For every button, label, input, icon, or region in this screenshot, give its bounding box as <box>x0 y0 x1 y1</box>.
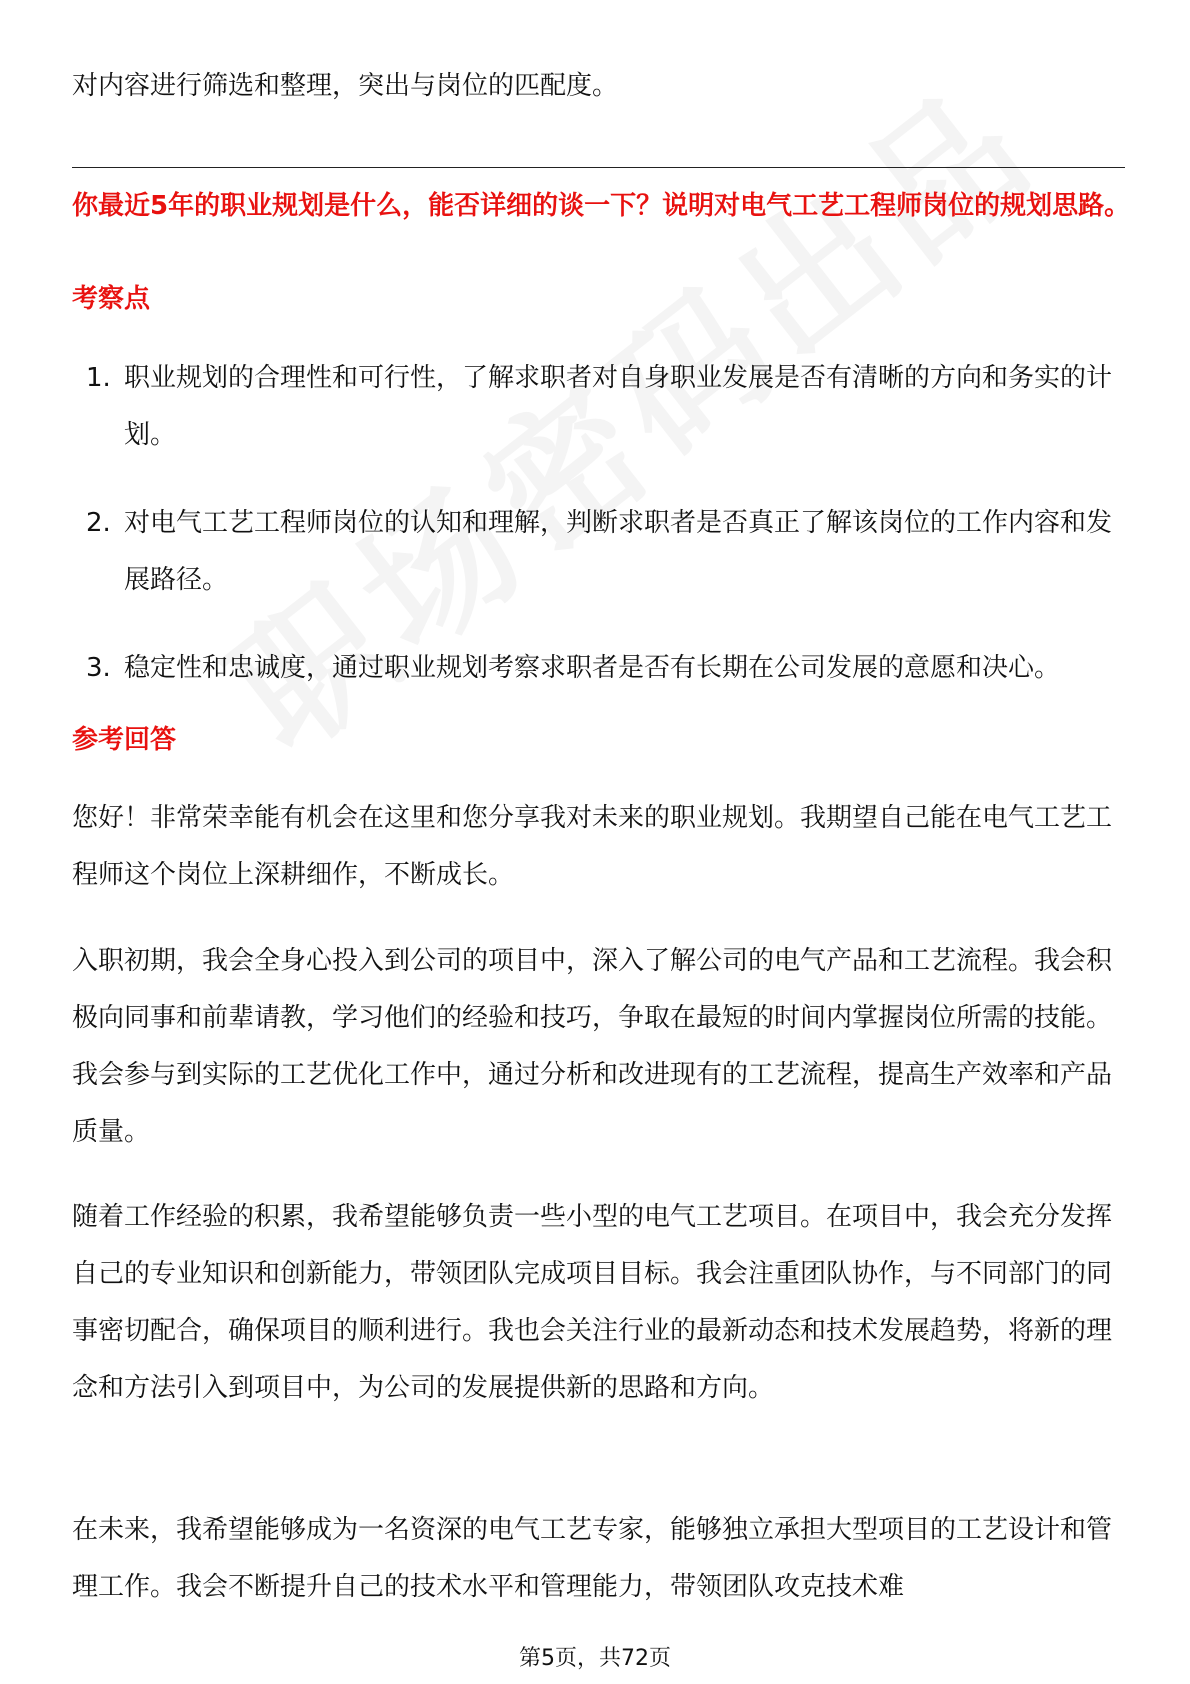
focus-heading: 考察点 <box>72 284 151 314</box>
list-number: 1. <box>86 363 111 393</box>
focus-item-1 <box>72 350 1132 464</box>
list-item-text: 稳定性和忠诚度，通过职业规划考察求职者是否有长期在公司发展的意愿和决心。 <box>124 653 1061 683</box>
answer-paragraph-2: 入职初期，我会全身心投入到公司的项目中，深入了解公司的电气产品和工艺流程。我会积极向同事和前辈请教，学习他们的经验和技巧，争取在最短的时间内掌握岗位所需的技能。我会参与到实际的工艺优化工作中，通过分析和改进现有的工艺流程，提高生产效率和产品质量。 <box>72 946 1113 1147</box>
question-heading: 你最近5年的职业规划是什么，能否详细的谈一下？说明对电气工艺工程师岗位的规划思路。 <box>72 191 1131 221</box>
focus-item-3 <box>72 640 1132 697</box>
answer-paragraph-4: 在未来，我希望能够成为一名资深的电气工艺专家，能够独立承担大型项目的工艺设计和管理工作。我会不断提升自己的技术水平和管理能力，带领团队攻克技术难 <box>72 1515 1113 1602</box>
list-number: 3. <box>86 653 111 683</box>
list-number: 2. <box>86 508 111 538</box>
continuation-text: 对内容进行筛选和整理，突出与岗位的匹配度。 <box>72 71 619 101</box>
focus-item-2 <box>72 495 1132 609</box>
answer-paragraph-3: 随着工作经验的积累，我希望能够负责一些小型的电气工艺项目。在项目中，我会充分发挥自己的专业知识和创新能力，带领团队完成项目目标。我会注重团队协作，与不同部门的同事密切配合，确保项目的顺利进行。我也会关注行业的最新动态和技术发展趋势，将新的理念和方法引入到项目中，为公司的发展提供新的思路和方向。 <box>72 1202 1113 1403</box>
answer-paragraph-1: 您好！非常荣幸能有机会在这里和您分享我对未来的职业规划。我期望自己能在电气工艺工程师这个岗位上深耕细作，不断成长。 <box>72 803 1113 890</box>
section-divider <box>72 167 1125 168</box>
page-footer: 第5页，共72页 <box>519 1646 671 1671</box>
list-item-text: 对电气工艺工程师岗位的认知和理解，判断求职者是否真正了解该岗位的工作内容和发展路径。 <box>124 508 1113 595</box>
focus-list <box>72 350 1132 728</box>
list-item-text: 职业规划的合理性和可行性，了解求职者对自身职业发展是否有清晰的方向和务实的计划。 <box>124 363 1113 450</box>
answer-heading: 参考回答 <box>72 725 177 755</box>
